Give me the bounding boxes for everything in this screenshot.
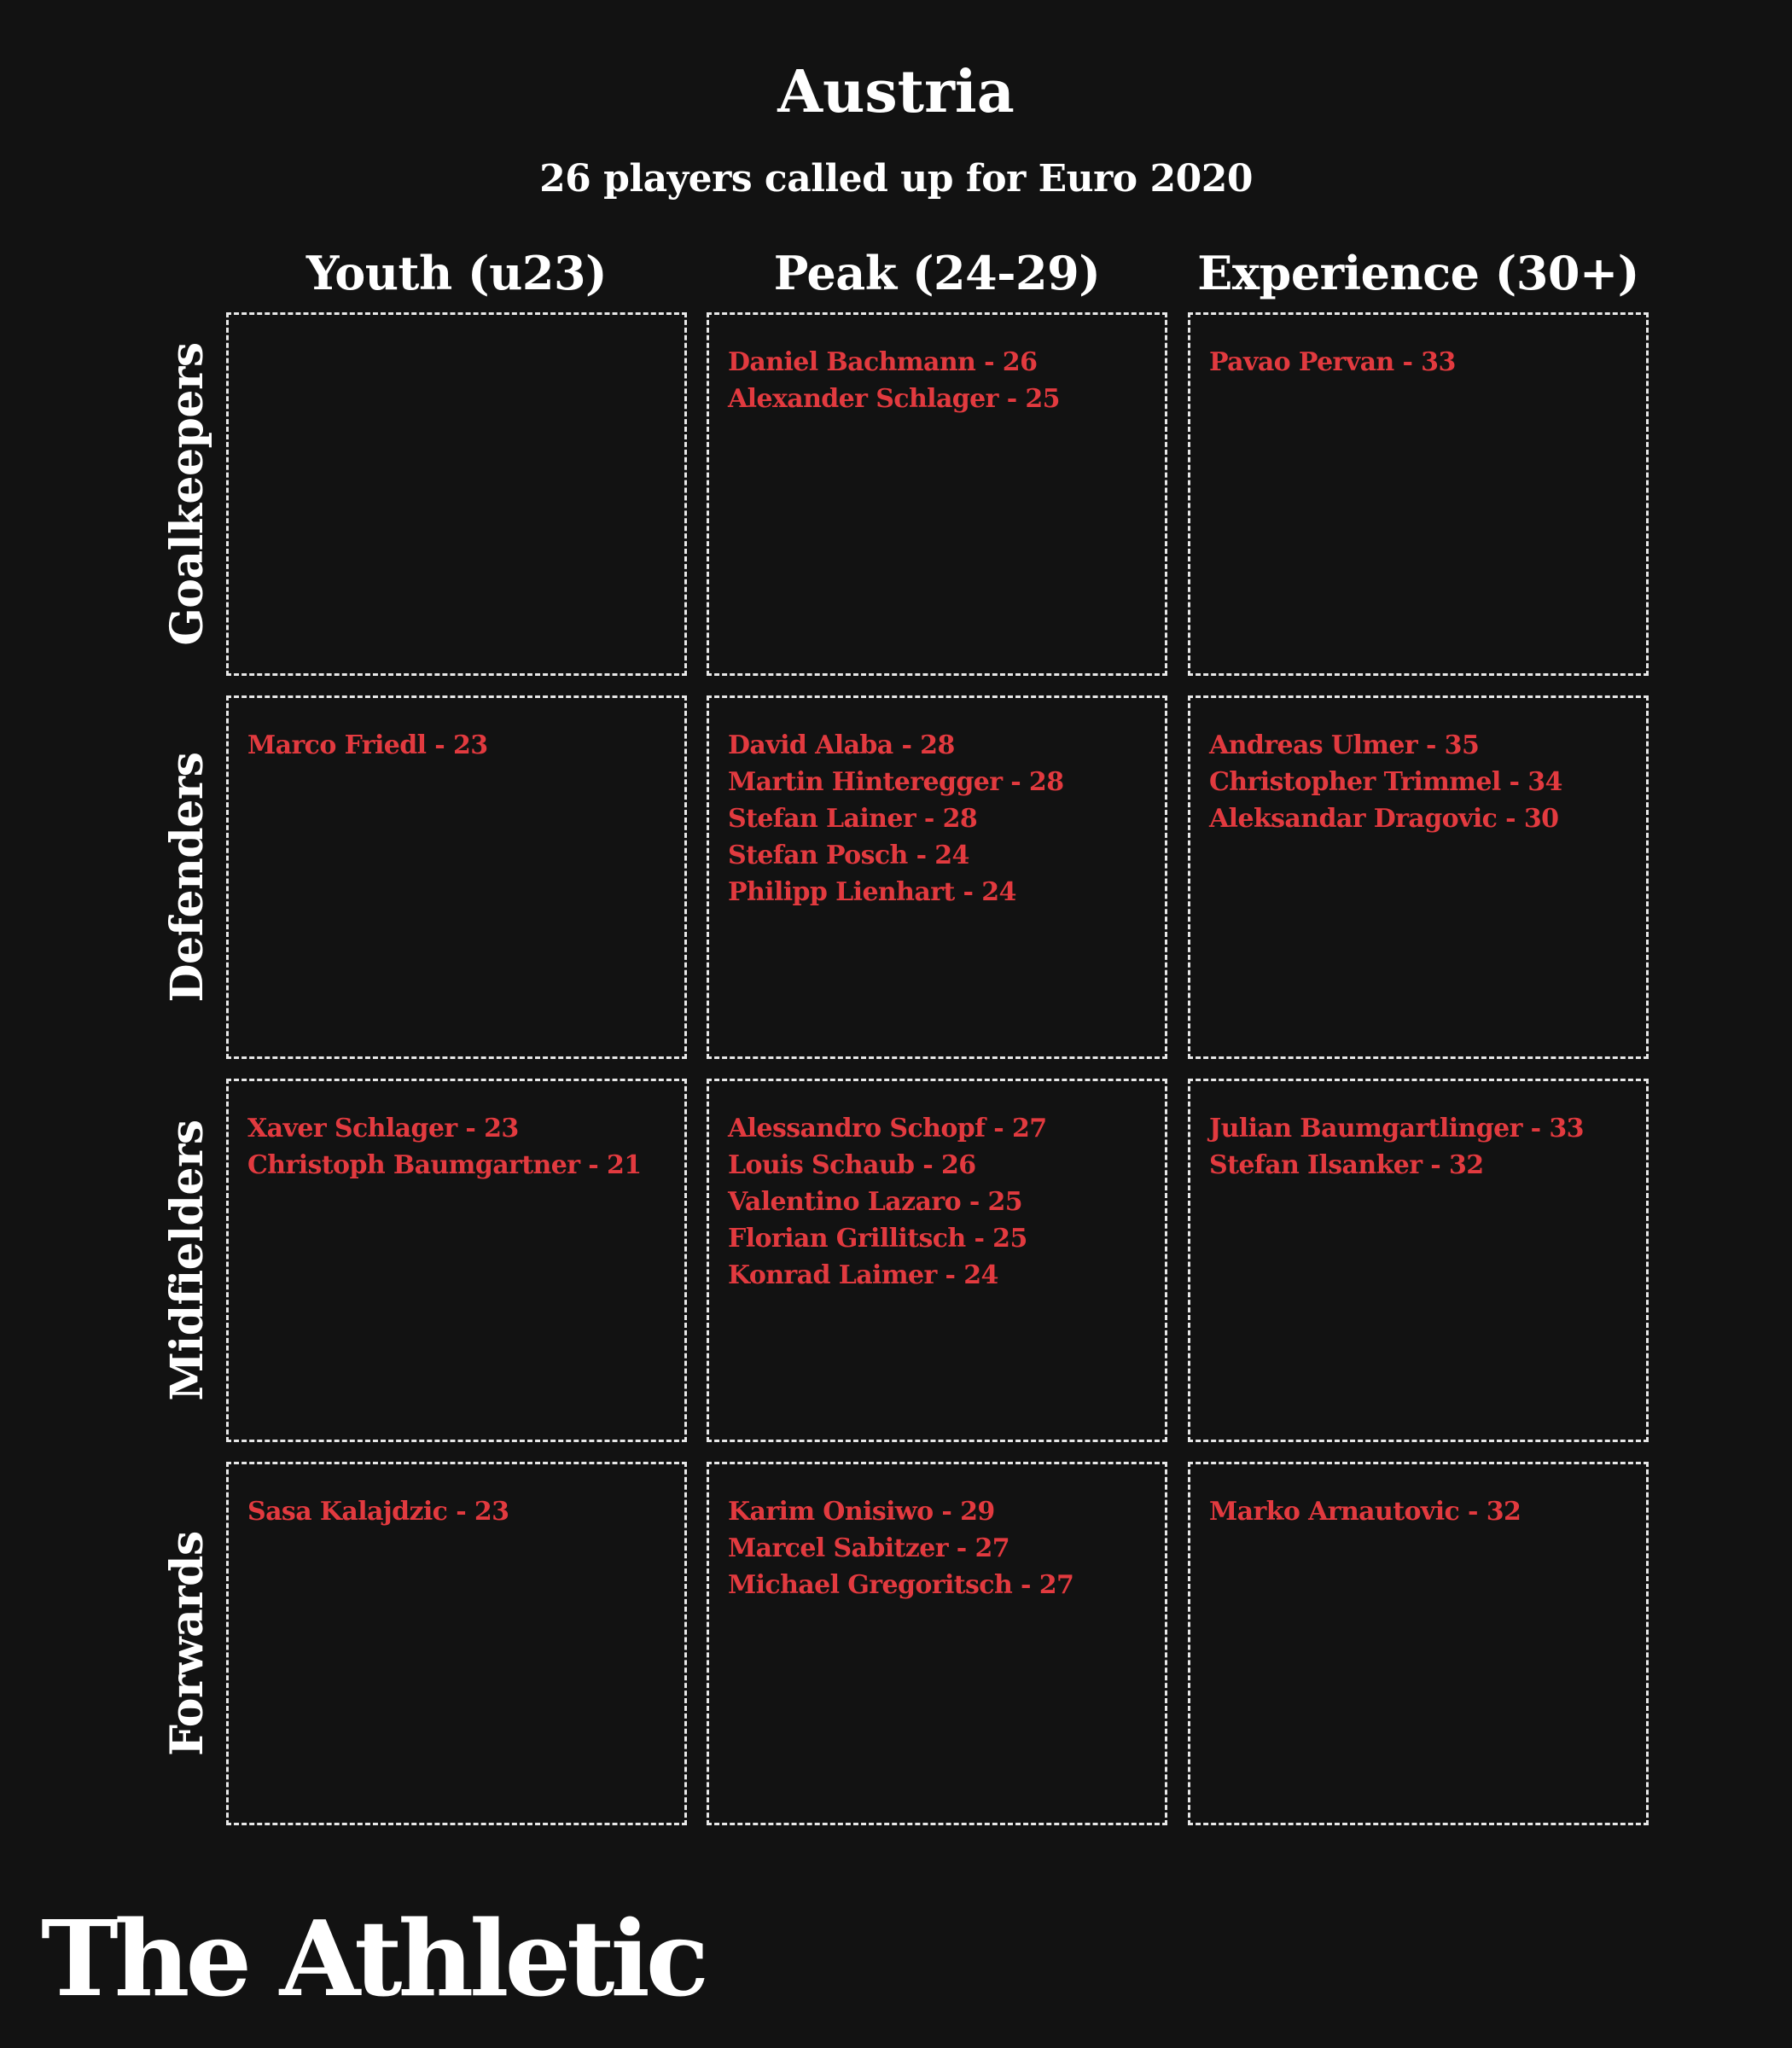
- cell-midfielders-experience: [1188, 1079, 1649, 1442]
- player-entry: Aleksandar Dragovic - 30: [1209, 804, 1559, 834]
- player-entry: Alexander Schlager - 25: [728, 384, 1060, 414]
- cell-forwards-experience: [1188, 1462, 1649, 1825]
- cell-goalkeepers-peak: [707, 312, 1167, 676]
- player-entry: Stefan Lainer - 28: [728, 804, 978, 834]
- player-entry: Daniel Bachmann - 26: [728, 347, 1038, 377]
- player-entry: Valentino Lazaro - 25: [728, 1187, 1023, 1217]
- row-label-defenders: [154, 695, 222, 1059]
- row-label-forwards: [154, 1462, 222, 1825]
- player-entry: Andreas Ulmer - 35: [1209, 730, 1480, 760]
- cell-midfielders-youth: [226, 1079, 687, 1442]
- player-entry: Stefan Posch - 24: [728, 841, 969, 870]
- page-subtitle: 26 players called up for Euro 2020: [539, 157, 1253, 201]
- player-entry: Martin Hinteregger - 28: [728, 767, 1064, 797]
- column-header-peak: Peak (24-29): [773, 246, 1101, 300]
- player-entry: Stefan Ilsanker - 32: [1209, 1150, 1484, 1180]
- player-entry: Konrad Laimer - 24: [728, 1260, 998, 1290]
- player-entry: Marco Friedl - 23: [247, 730, 488, 760]
- cell-forwards-youth: [226, 1462, 687, 1825]
- player-entry: Alessandro Schopf - 27: [728, 1114, 1047, 1143]
- row-label-goalkeepers: [154, 312, 222, 676]
- cell-defenders-youth: [226, 695, 687, 1059]
- cell-goalkeepers-experience: [1188, 312, 1649, 676]
- player-entry: Karim Onisiwo - 29: [728, 1497, 995, 1527]
- player-entry: Sasa Kalajdzic - 23: [247, 1497, 509, 1527]
- player-entry: Julian Baumgartlinger - 33: [1209, 1114, 1584, 1143]
- player-entry: Michael Gregoritsch - 27: [728, 1570, 1074, 1600]
- cell-forwards-peak: [707, 1462, 1167, 1825]
- row-label-text: Defenders: [161, 752, 213, 1003]
- column-header-youth: Youth (u23): [305, 246, 608, 300]
- cell-defenders-peak: [707, 695, 1167, 1059]
- player-entry: Marko Arnautovic - 32: [1209, 1497, 1521, 1527]
- column-header-experience: Experience (30+): [1197, 246, 1639, 300]
- row-label-text: Forwards: [161, 1531, 213, 1756]
- cell-midfielders-peak: [707, 1079, 1167, 1442]
- cell-goalkeepers-youth: [226, 312, 687, 676]
- row-label-text: Goalkeepers: [161, 342, 213, 646]
- player-entry: Marcel Sabitzer - 27: [728, 1533, 1009, 1563]
- player-entry: Pavao Pervan - 33: [1209, 347, 1456, 377]
- row-label-text: Midfielders: [161, 1120, 213, 1401]
- page-title: Austria: [777, 58, 1015, 126]
- player-entry: Xaver Schlager - 23: [247, 1114, 519, 1143]
- player-entry: Florian Grillitsch - 25: [728, 1224, 1027, 1254]
- player-entry: Christoph Baumgartner - 21: [247, 1150, 642, 1180]
- player-entry: Philipp Lienhart - 24: [728, 877, 1016, 907]
- player-entry: David Alaba - 28: [728, 730, 955, 760]
- row-label-midfielders: [154, 1079, 222, 1442]
- cell-defenders-experience: [1188, 695, 1649, 1059]
- brand-logo: The Athletic: [41, 1897, 706, 2020]
- player-entry: Louis Schaub - 26: [728, 1150, 976, 1180]
- player-entry: Christopher Trimmel - 34: [1209, 767, 1562, 797]
